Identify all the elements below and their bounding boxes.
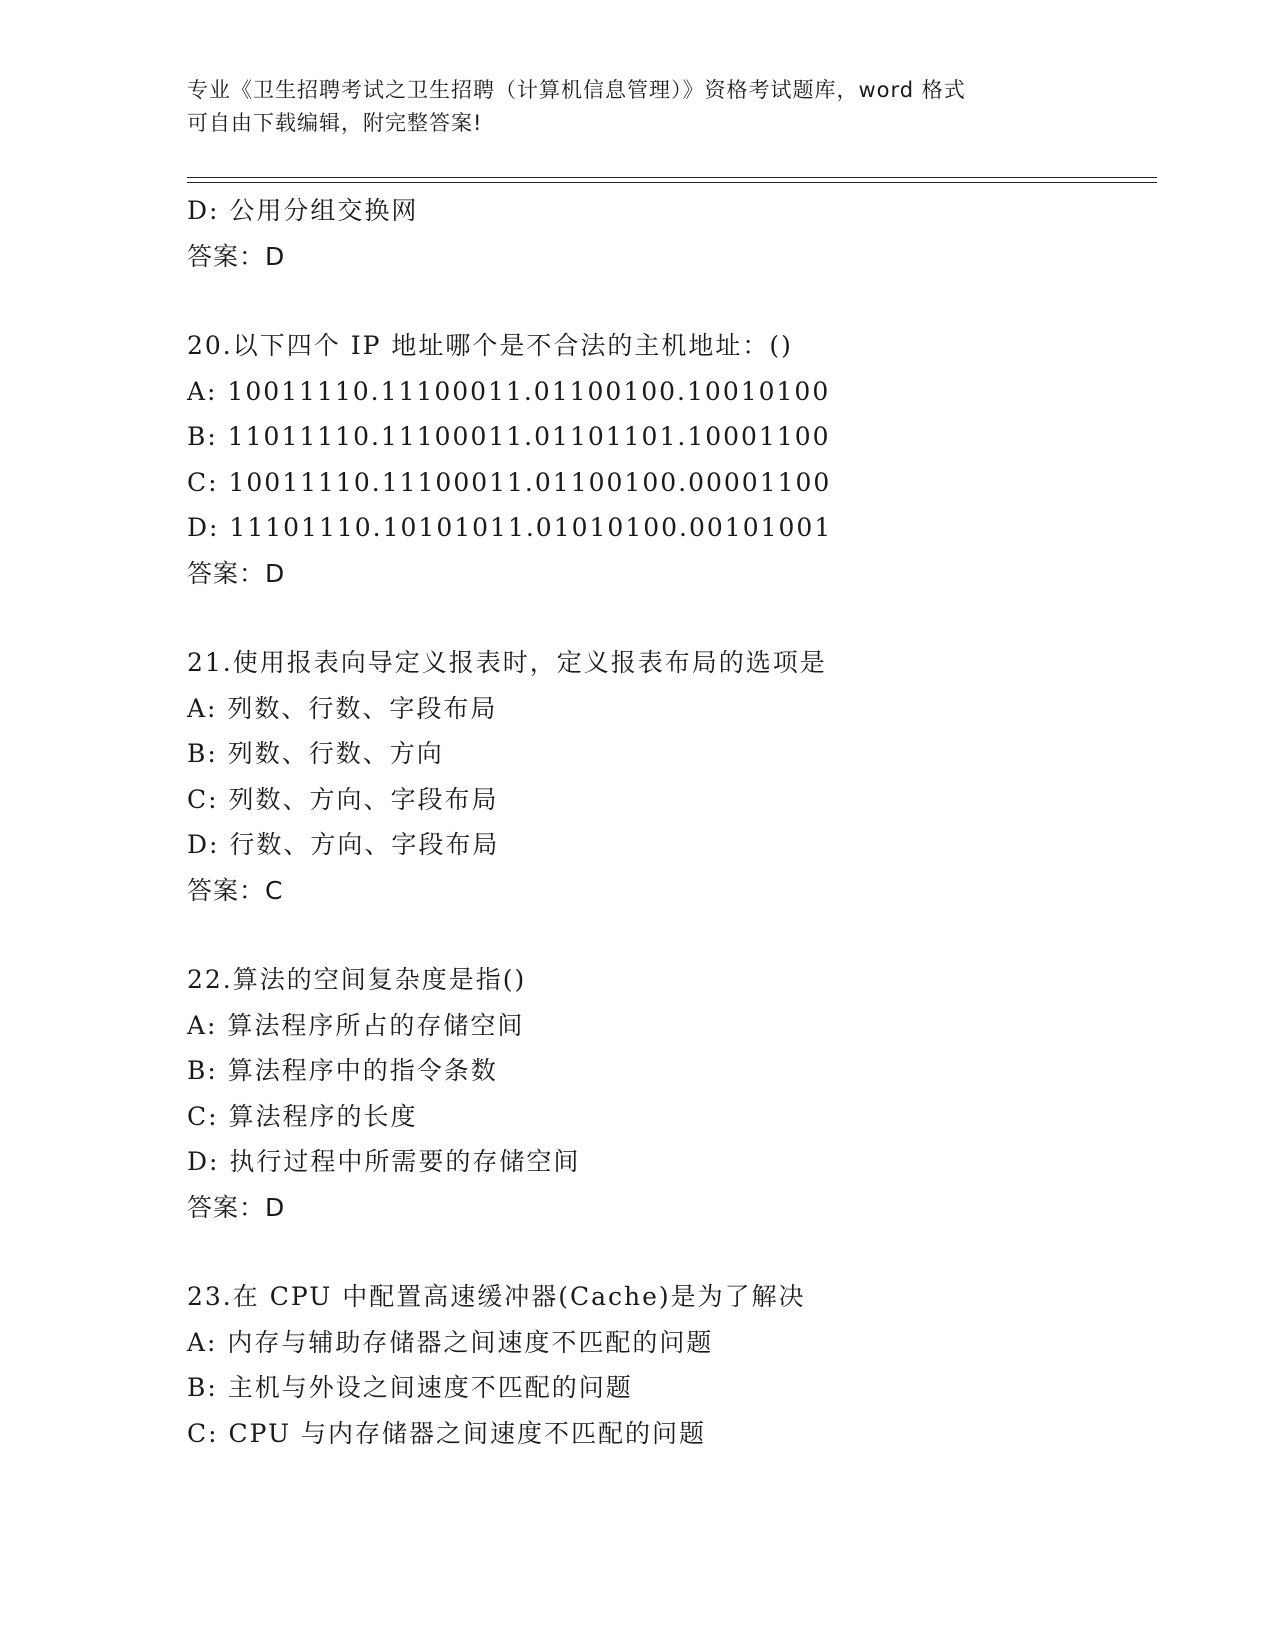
- question-20: [187, 323, 1167, 596]
- prev-option-d: D: 公用分组交换网: [187, 196, 419, 225]
- option-c: C: CPU 与内存储器之间速度不匹配的问题: [187, 1418, 707, 1448]
- option-c: C: 列数、方向、字段布局: [187, 784, 499, 814]
- option-b: B: 11011110.11100011.01101101.10001100: [187, 422, 831, 451]
- question-stem: 22.算法的空间复杂度是指(): [187, 965, 527, 994]
- option-b: B: 主机与外设之间速度不匹配的问题: [187, 1373, 633, 1402]
- prev-answer: 答案：D: [187, 241, 286, 271]
- question-stem: 20.以下四个 IP 地址哪个是不合法的主机地址：(): [187, 331, 793, 360]
- question-21: [187, 640, 1167, 913]
- spacer: [187, 279, 1167, 323]
- option-d: D: 11101110.10101011.01010100.00101001: [187, 513, 833, 542]
- question-stem: 21.使用报表向导定义报表时，定义报表布局的选项是: [187, 648, 827, 677]
- option-d: D: 执行过程中所需要的存储空间: [187, 1147, 581, 1176]
- spacer: [187, 1230, 1167, 1274]
- answer: 答案：D: [187, 1192, 286, 1222]
- answer: 答案：D: [187, 558, 286, 588]
- option-a: A: 列数、行数、字段布局: [187, 693, 498, 723]
- header-divider-top: [187, 177, 1157, 178]
- option-a: A: 内存与辅助存储器之间速度不匹配的问题: [187, 1327, 714, 1357]
- document-header: [187, 74, 1087, 140]
- option-a: A: 10011110.11100011.01100100.10010100: [187, 376, 831, 406]
- option-c: C: 算法程序的长度: [187, 1101, 418, 1131]
- option-d: D: 行数、方向、字段布局: [187, 830, 500, 859]
- spacer: [187, 596, 1167, 640]
- header-divider-bottom: [187, 182, 1157, 183]
- header-line-2: 可自由下载编辑，附完整答案!: [187, 111, 483, 135]
- answer: 答案：C: [187, 875, 284, 905]
- spacer: [187, 913, 1167, 957]
- option-a: A: 算法程序所占的存储空间: [187, 1010, 525, 1040]
- option-c: C: 10011110.11100011.01100100.00001100: [187, 467, 832, 497]
- option-b: B: 列数、行数、方向: [187, 739, 444, 768]
- question-stem: 23.在 CPU 中配置高速缓冲器(Cache)是为了解决: [187, 1282, 806, 1311]
- option-b: B: 算法程序中的指令条数: [187, 1056, 498, 1085]
- question-23: [187, 1274, 1167, 1456]
- question-22: [187, 957, 1167, 1230]
- header-line-1: 专业《卫生招聘考试之卫生招聘（计算机信息管理）》资格考试题库，word 格式: [187, 78, 966, 102]
- question-list: [187, 188, 1167, 1456]
